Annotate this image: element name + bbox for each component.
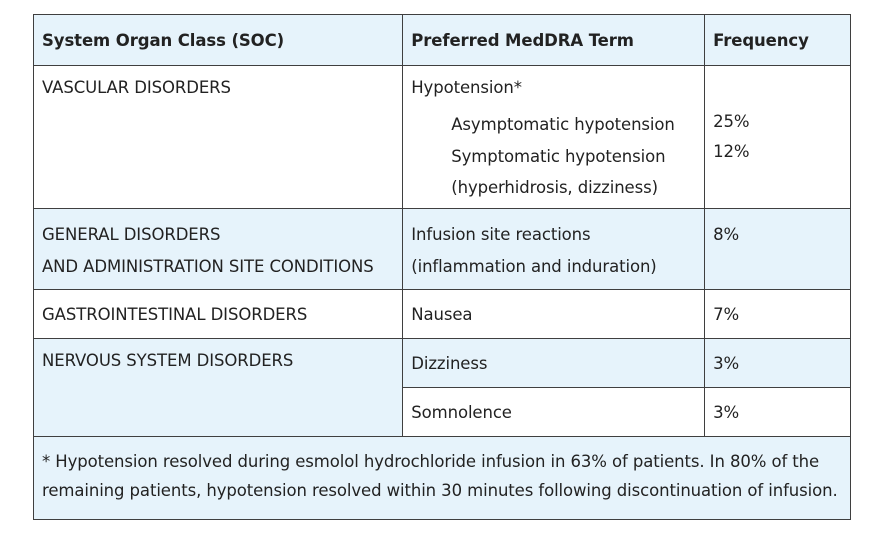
term-label: Nausea — [411, 304, 473, 324]
footnote-text: remaining patients, hypotension resolved within 30 minutes following discontinuation of infusion. — [42, 481, 838, 500]
frequency-cell — [705, 290, 851, 339]
soc-label: NERVOUS SYSTEM DISORDERS — [42, 351, 294, 370]
soc-cell — [34, 290, 403, 339]
frequency-value: 3% — [713, 402, 740, 422]
frequency-cell — [705, 209, 851, 290]
term-cell — [403, 290, 705, 339]
soc-label: AND ADMINISTRATION SITE CONDITIONS — [42, 257, 374, 276]
soc-label: VASCULAR DISORDERS — [42, 78, 231, 97]
term-label: Somnolence — [411, 402, 512, 422]
table-row-vascular — [34, 66, 851, 209]
soc-cell — [34, 209, 403, 290]
header-frequency: Frequency — [705, 15, 851, 66]
frequency-value: 7% — [713, 304, 740, 324]
frequency-value: 8% — [713, 225, 740, 244]
header-term: Preferred MedDRA Term — [403, 15, 705, 66]
term-cell — [403, 209, 705, 290]
frequency-value: 25% — [713, 112, 750, 131]
footnote-text: * Hypotension resolved during esmolol hydrochloride infusion in 63% of patients. In 80% of the — [42, 452, 820, 471]
frequency-cell — [705, 66, 851, 209]
term-label: (inflammation and induration) — [411, 257, 657, 276]
table-row-gastrointestinal — [34, 290, 851, 339]
term-label: Infusion site reactions — [411, 225, 591, 244]
footnote-cell — [34, 437, 851, 520]
term-sub-symptomatic: Symptomatic hypotension — [451, 146, 666, 166]
frequency-value: 12% — [713, 142, 750, 161]
header-row — [34, 15, 851, 66]
term-sub-asymptomatic: Asymptomatic hypotension — [451, 115, 675, 134]
term-cell — [403, 339, 705, 388]
soc-label: GENERAL DISORDERS — [42, 225, 221, 244]
frequency-cell — [705, 388, 851, 437]
frequency-value: 3% — [713, 353, 740, 373]
term-title: Hypotension* — [411, 78, 522, 97]
table-row-general — [34, 209, 851, 290]
adverse-reactions-table — [33, 14, 851, 520]
term-label: Dizziness — [411, 353, 488, 373]
table-row-footnote — [34, 437, 851, 520]
table-row-nervous — [34, 339, 851, 388]
header-soc: System Organ Class (SOC) — [34, 15, 403, 66]
soc-label: GASTROINTESTINAL DISORDERS — [42, 304, 308, 324]
term-cell — [403, 388, 705, 437]
soc-cell — [34, 66, 403, 209]
term-sub-symptoms: (hyperhidrosis, dizziness) — [451, 178, 658, 197]
soc-cell — [34, 339, 403, 437]
frequency-cell — [705, 339, 851, 388]
term-cell — [403, 66, 705, 209]
